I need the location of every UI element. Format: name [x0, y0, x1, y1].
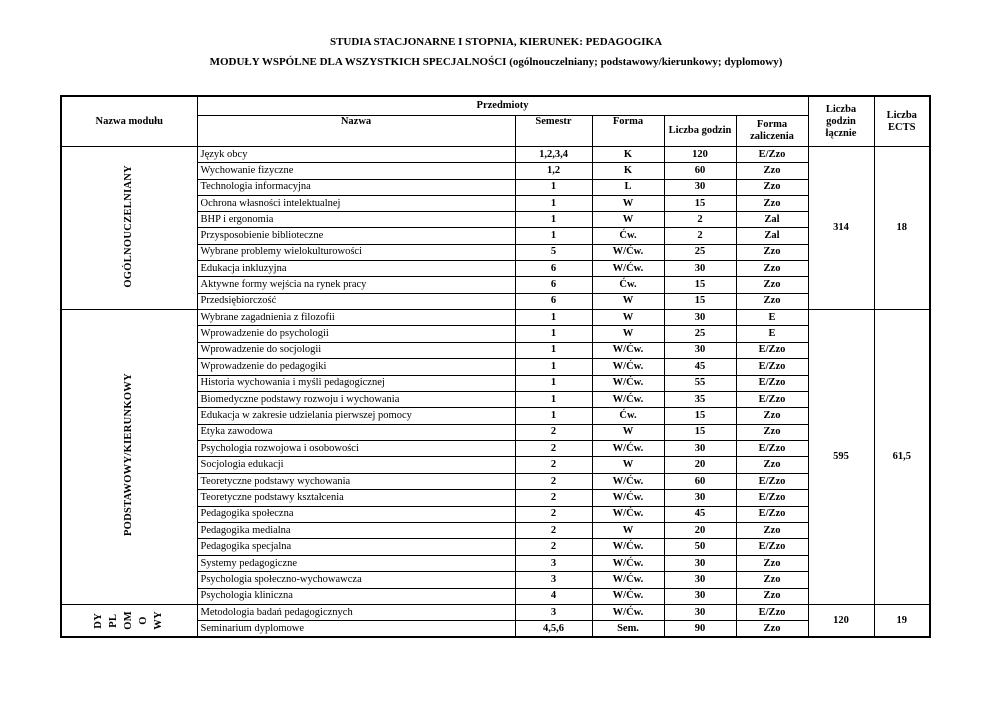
subject-name: Edukacja inkluzyjna: [197, 261, 515, 277]
hours: 55: [664, 375, 736, 391]
subject-name: Język obcy: [197, 147, 515, 163]
module-name-line: WY: [153, 611, 165, 630]
modules-table: [60, 95, 931, 638]
header-semester: Semestr: [515, 116, 592, 147]
form: W/Ćw.: [592, 244, 664, 260]
hours: 45: [664, 359, 736, 375]
subject-name: Metodologia badań pedagogicznych: [197, 605, 515, 621]
hours: 15: [664, 424, 736, 440]
module-podstawowy-kierunkowy: [61, 309, 930, 604]
form: L: [592, 179, 664, 195]
form: W/Ćw.: [592, 490, 664, 506]
form: Ćw.: [592, 277, 664, 293]
semester: 2: [515, 490, 592, 506]
form: W/Ćw.: [592, 588, 664, 604]
form: W/Ćw.: [592, 473, 664, 489]
form: W/Ćw.: [592, 441, 664, 457]
form: Sem.: [592, 621, 664, 637]
form: W: [592, 195, 664, 211]
assessment: E: [736, 309, 808, 325]
semester: 3: [515, 555, 592, 571]
assessment: E/Zzo: [736, 359, 808, 375]
module-name: [61, 309, 197, 604]
assessment: E/Zzo: [736, 605, 808, 621]
hours: 120: [664, 147, 736, 163]
hours: 35: [664, 391, 736, 407]
assessment: Zzo: [736, 408, 808, 424]
assessment: E: [736, 326, 808, 342]
hours: 25: [664, 244, 736, 260]
semester: 1: [515, 179, 592, 195]
subject-name: Przysposobienie biblioteczne: [197, 228, 515, 244]
assessment: Zzo: [736, 523, 808, 539]
hours: 15: [664, 195, 736, 211]
form: W/Ćw.: [592, 375, 664, 391]
module-name-line: O: [138, 616, 150, 625]
hours: 30: [664, 605, 736, 621]
hours: 30: [664, 572, 736, 588]
subject-name: Technologia informacyjna: [197, 179, 515, 195]
subject-name: Pedagogika społeczna: [197, 506, 515, 522]
hours: 20: [664, 457, 736, 473]
module-name-line: PL: [108, 613, 120, 628]
assessment: Zzo: [736, 261, 808, 277]
semester: 1: [515, 212, 592, 228]
form: W: [592, 309, 664, 325]
hours: 30: [664, 342, 736, 358]
document-subtitle: MODUŁY WSPÓLNE DLA WSZYSTKICH SPECJALNOŚCI (ogólnouczelniany; podstawowy/kierunkowy; dyplomowy): [209, 56, 783, 68]
header-total-hours: Liczba godzin łącznie: [808, 96, 874, 147]
form: W: [592, 424, 664, 440]
assessment: Zzo: [736, 179, 808, 195]
table-row: [61, 309, 930, 325]
form: W: [592, 293, 664, 309]
semester: 2: [515, 523, 592, 539]
module-ects: 18: [874, 147, 930, 310]
hours: 30: [664, 490, 736, 506]
semester: 6: [515, 293, 592, 309]
module-total-hours: 120: [808, 605, 874, 638]
module-dyplomowy: [61, 605, 930, 638]
subject-name: Psychologia rozwojowa i osobowości: [197, 441, 515, 457]
hours: 20: [664, 523, 736, 539]
semester: 1: [515, 359, 592, 375]
form: Ćw.: [592, 408, 664, 424]
module-total-hours: 595: [808, 309, 874, 604]
form: Ćw.: [592, 228, 664, 244]
semester: 1: [515, 342, 592, 358]
module-total-hours: 314: [808, 147, 874, 310]
assessment: Zzo: [736, 424, 808, 440]
form: K: [592, 163, 664, 179]
subject-name: Biomedyczne podstawy rozwoju i wychowania: [197, 391, 515, 407]
form: W/Ćw.: [592, 605, 664, 621]
subject-name: Systemy pedagogiczne: [197, 555, 515, 571]
semester: 2: [515, 539, 592, 555]
subject-name: BHP i ergonomia: [197, 212, 515, 228]
semester: 2: [515, 473, 592, 489]
table-row: [61, 605, 930, 621]
subject-name: Teoretyczne podstawy wychowania: [197, 473, 515, 489]
assessment: E/Zzo: [736, 473, 808, 489]
hours: 15: [664, 277, 736, 293]
semester: 2: [515, 506, 592, 522]
hours: 15: [664, 293, 736, 309]
subject-name: Wybrane zagadnienia z filozofii: [197, 309, 515, 325]
subject-name: Ochrona własności intelektualnej: [197, 195, 515, 211]
form: W/Ćw.: [592, 539, 664, 555]
assessment: E/Zzo: [736, 342, 808, 358]
assessment: E/Zzo: [736, 506, 808, 522]
assessment: Zal: [736, 228, 808, 244]
subject-name: Etyka zawodowa: [197, 424, 515, 440]
hours: 2: [664, 212, 736, 228]
hours: 30: [664, 261, 736, 277]
hours: 90: [664, 621, 736, 637]
form: W: [592, 326, 664, 342]
semester: 2: [515, 441, 592, 457]
module-name-line: OM: [123, 611, 135, 630]
assessment: Zzo: [736, 293, 808, 309]
header-form: Forma: [592, 116, 664, 147]
assessment: Zzo: [736, 572, 808, 588]
semester: 5: [515, 244, 592, 260]
assessment: Zzo: [736, 244, 808, 260]
subject-name: Pedagogika medialna: [197, 523, 515, 539]
hours: 30: [664, 555, 736, 571]
semester: 4: [515, 588, 592, 604]
form: W/Ćw.: [592, 359, 664, 375]
assessment: Zzo: [736, 555, 808, 571]
form: W: [592, 457, 664, 473]
hours: 25: [664, 326, 736, 342]
header-assessment: Forma zaliczenia: [736, 116, 808, 147]
table-row: [61, 147, 930, 163]
header-subjects: Przedmioty: [197, 96, 808, 116]
assessment: E/Zzo: [736, 375, 808, 391]
assessment: E/Zzo: [736, 490, 808, 506]
module-ogolnouczelniany: [61, 147, 930, 310]
subject-name: Teoretyczne podstawy kształcenia: [197, 490, 515, 506]
subject-name: Edukacja w zakresie udzielania pierwszej pomocy: [197, 408, 515, 424]
hours: 30: [664, 441, 736, 457]
subject-name: Wybrane problemy wielokulturowości: [197, 244, 515, 260]
semester: 1: [515, 195, 592, 211]
hours: 15: [664, 408, 736, 424]
subject-name: Wprowadzenie do socjologii: [197, 342, 515, 358]
semester: 1: [515, 326, 592, 342]
hours: 50: [664, 539, 736, 555]
semester: 1: [515, 375, 592, 391]
assessment: Zzo: [736, 195, 808, 211]
assessment: Zal: [736, 212, 808, 228]
assessment: Zzo: [736, 277, 808, 293]
semester: 1: [515, 391, 592, 407]
subject-name: Seminarium dyplomowe: [197, 621, 515, 637]
semester: 3: [515, 605, 592, 621]
semester: 6: [515, 261, 592, 277]
subject-name: Wprowadzenie do pedagogiki: [197, 359, 515, 375]
subject-name: Psychologia kliniczna: [197, 588, 515, 604]
form: W/Ćw.: [592, 342, 664, 358]
form: K: [592, 147, 664, 163]
semester: 2: [515, 424, 592, 440]
module-ects: 61,5: [874, 309, 930, 604]
semester: 1,2,3,4: [515, 147, 592, 163]
assessment: Zzo: [736, 457, 808, 473]
document-title: STUDIA STACJONARNE I STOPNIA, KIERUNEK: PEDAGOGIKA: [329, 36, 663, 48]
semester: 4,5,6: [515, 621, 592, 637]
semester: 6: [515, 277, 592, 293]
header-hours: Liczba godzin: [664, 116, 736, 147]
assessment: Zzo: [736, 621, 808, 637]
assessment: Zzo: [736, 588, 808, 604]
header-name: Nazwa: [197, 116, 515, 147]
hours: 30: [664, 309, 736, 325]
form: W/Ćw.: [592, 506, 664, 522]
semester: 1: [515, 309, 592, 325]
hours: 45: [664, 506, 736, 522]
form: W/Ćw.: [592, 555, 664, 571]
form: W/Ćw.: [592, 261, 664, 277]
hours: 30: [664, 179, 736, 195]
subject-name: Socjologia edukacji: [197, 457, 515, 473]
module-name: [61, 147, 197, 310]
semester: 1: [515, 228, 592, 244]
subject-name: Wprowadzenie do psychologii: [197, 326, 515, 342]
form: W: [592, 523, 664, 539]
module-name-text: OGÓLNOUCZELNIANY: [123, 164, 135, 288]
semester: 2: [515, 457, 592, 473]
subject-name: Aktywne formy wejścia na rynek pracy: [197, 277, 515, 293]
assessment: E/Zzo: [736, 147, 808, 163]
subject-name: Pedagogika specjalna: [197, 539, 515, 555]
form: W: [592, 212, 664, 228]
hours: 2: [664, 228, 736, 244]
header-module-name: Nazwa modułu: [61, 96, 197, 147]
form: W/Ćw.: [592, 572, 664, 588]
hours: 60: [664, 163, 736, 179]
semester: 1,2: [515, 163, 592, 179]
module-name: [61, 605, 197, 638]
assessment: E/Zzo: [736, 539, 808, 555]
subject-name: Historia wychowania i myśli pedagogicznej: [197, 375, 515, 391]
semester: 1: [515, 408, 592, 424]
assessment: Zzo: [736, 163, 808, 179]
form: W/Ćw.: [592, 391, 664, 407]
hours: 30: [664, 588, 736, 604]
semester: 3: [515, 572, 592, 588]
subject-name: Przedsiębiorczość: [197, 293, 515, 309]
hours: 60: [664, 473, 736, 489]
header-ects: Liczba ECTS: [874, 96, 930, 147]
subject-name: Wychowanie fizyczne: [197, 163, 515, 179]
module-name-text: PODSTAWOWY/KIERUNKOWY: [123, 373, 135, 537]
subject-name: Psychologia społeczno-wychowawcza: [197, 572, 515, 588]
assessment: E/Zzo: [736, 391, 808, 407]
module-ects: 19: [874, 605, 930, 638]
assessment: E/Zzo: [736, 441, 808, 457]
module-name-line: DY: [93, 612, 105, 629]
